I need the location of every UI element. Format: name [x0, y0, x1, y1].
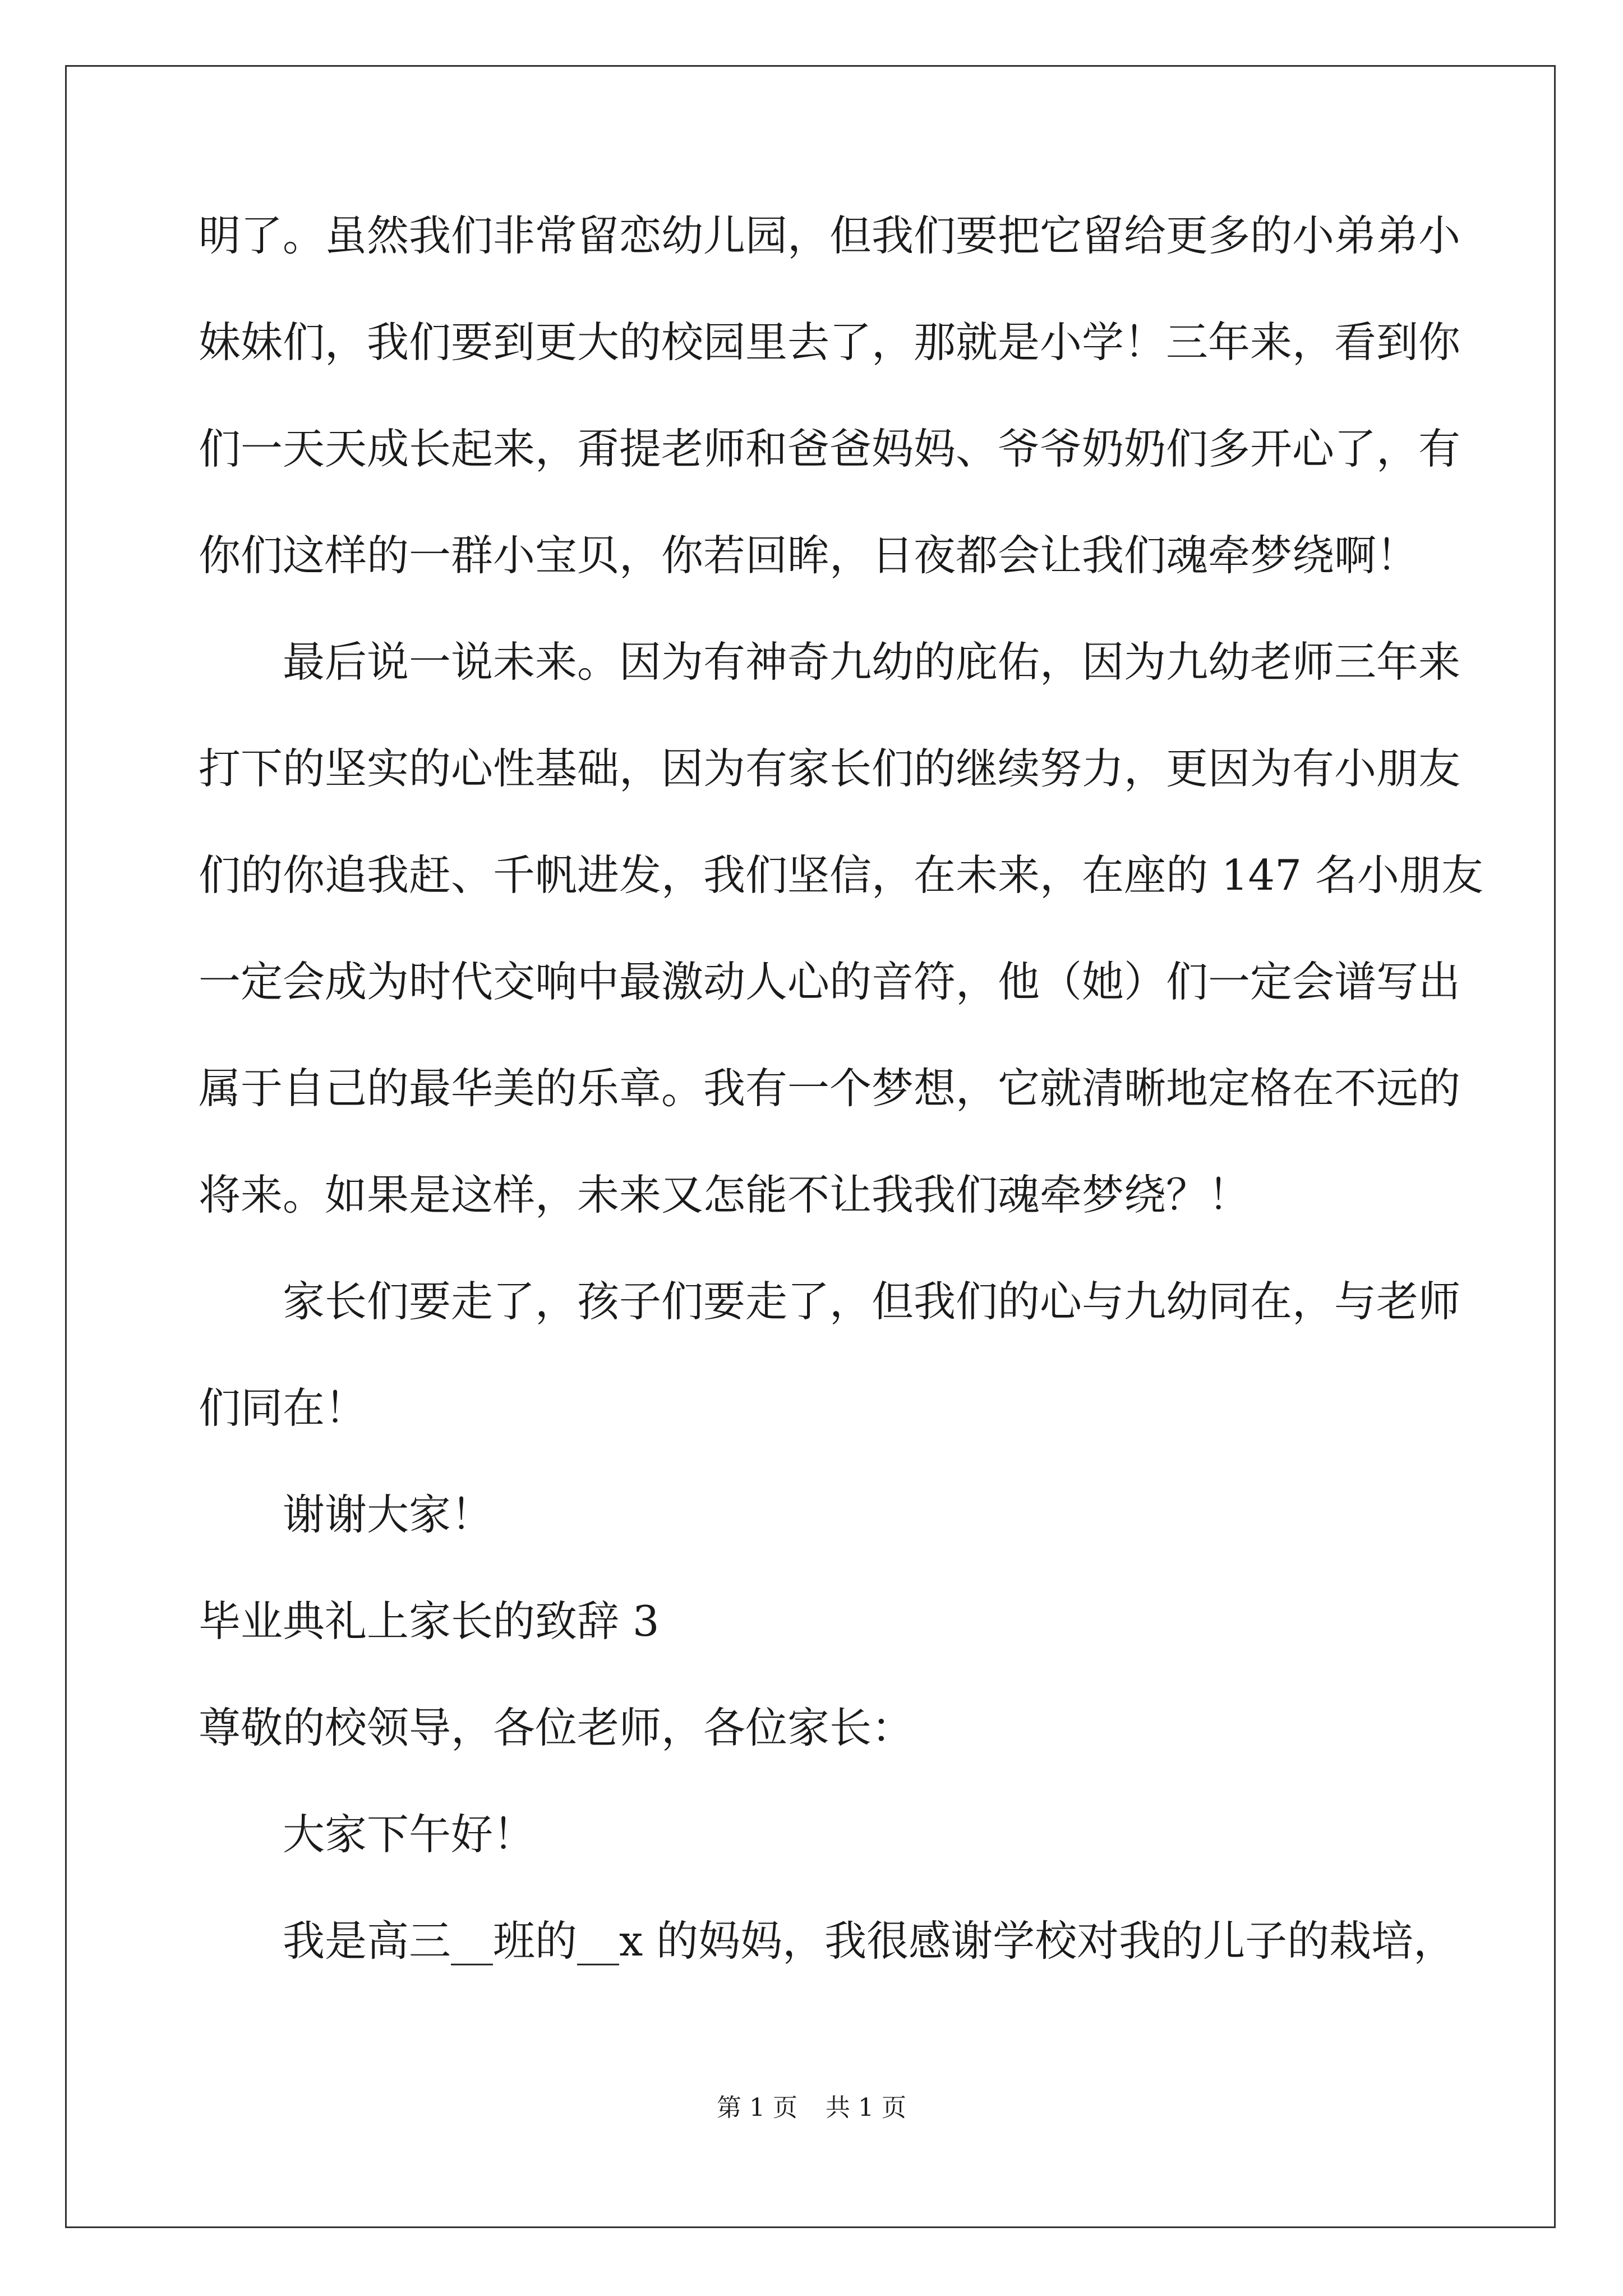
body-line-1: 明了。虽然我们非常留恋幼儿园，但我们要把它留给更多的小弟弟小	[199, 211, 1461, 260]
body-line-7: 们的你追我赶、千帆进发，我们坚信，在未来，在座的 147 名小朋友	[199, 850, 1483, 900]
body-line-4: 你们这样的一群小宝贝，你若回眸，日夜都会让我们魂牵梦绕啊！	[199, 531, 1419, 580]
paragraph-start-line: 我是高三__班的__x 的妈妈，我很感谢学校对我的儿子的栽培，	[283, 1916, 1456, 1966]
page-total: 共 1 页	[826, 2093, 906, 2122]
document-body	[199, 210, 1483, 1966]
section-heading: 毕业典礼上家长的致辞 3	[199, 1596, 660, 1646]
body-line-12: 们同在！	[199, 1383, 367, 1433]
page-number: 第 1 页	[717, 2093, 797, 2122]
page-footer	[0, 2092, 1623, 2124]
body-line-6: 打下的坚实的心性基础，因为有家长们的继续努力，更因为有小朋友	[199, 744, 1461, 793]
paragraph-start-line: 最后说一说未来。因为有神奇九幼的庇佑，因为九幼老师三年来	[283, 637, 1461, 687]
body-line-8: 一定会成为时代交响中最激动人心的音符，他（她）们一定会谱写出	[199, 957, 1461, 1006]
body-line-10: 将来。如果是这样，未来又怎能不让我我们魂牵梦绕？！	[199, 1170, 1251, 1220]
paragraph-start-line: 家长们要走了，孩子们要走了，但我们的心与九幼同在，与老师	[283, 1277, 1461, 1326]
body-line-2: 妹妹们，我们要到更大的校园里去了，那就是小学！三年来，看到你	[199, 318, 1461, 367]
body-line-9: 属于自己的最华美的乐章。我有一个梦想，它就清晰地定格在不远的	[199, 1064, 1461, 1113]
body-line-3: 们一天天成长起来，甭提老师和爸爸妈妈、爷爷奶奶们多开心了，有	[199, 424, 1461, 473]
greeting-line: 大家下午好！	[283, 1810, 536, 1859]
salutation-line: 尊敬的校领导，各位老师，各位家长：	[199, 1703, 914, 1752]
thanks-line: 谢谢大家！	[283, 1490, 494, 1539]
